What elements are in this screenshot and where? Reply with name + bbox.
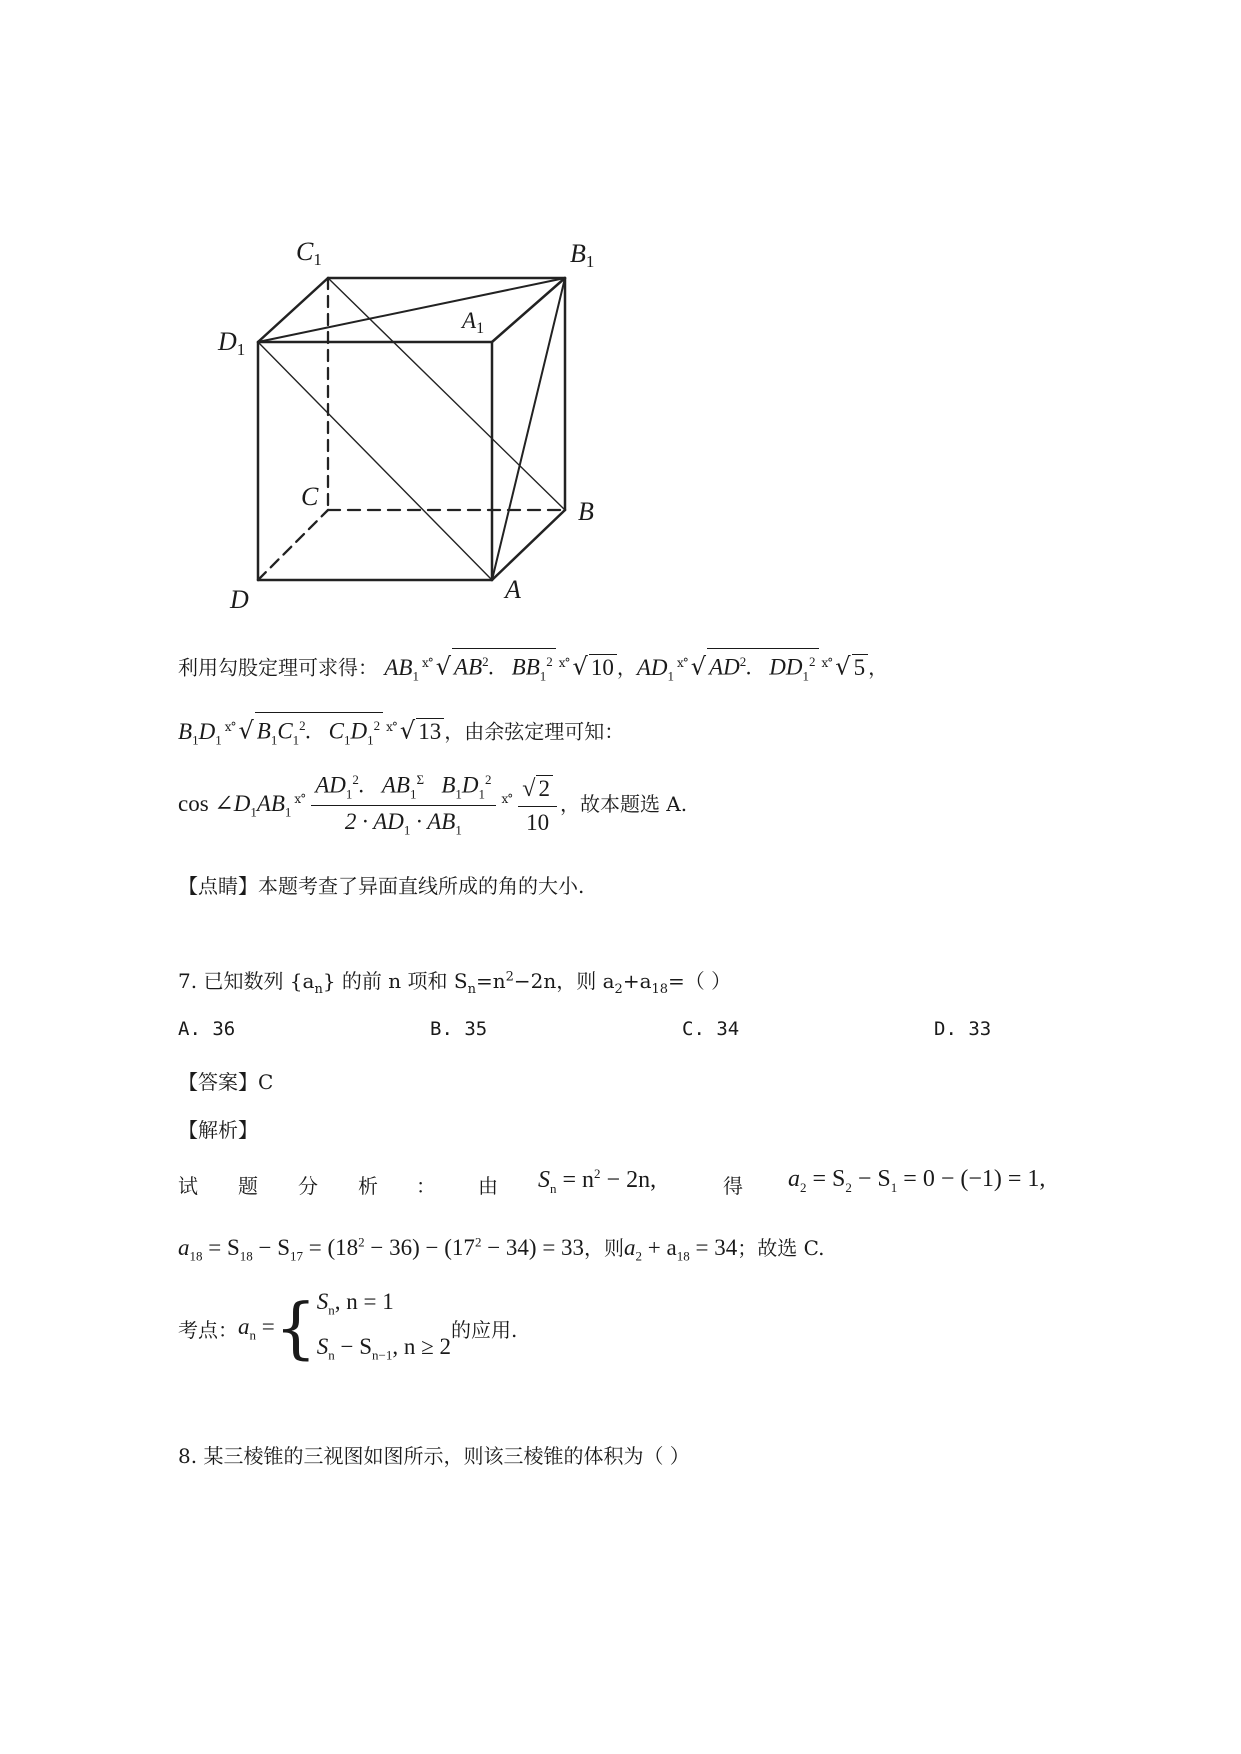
solution-line-3: $\cos \angle D_1AB_1^{ⅹ^\circ}$ $\frac{AD_1^2. AB_1^\Sigma B_1D_1^2}{2 \cdot AD_1 \cdot AB_1}$ $^{ⅹ^\circ}$ $\frac{√ 2}{10}$ ，故本题选 A. [178, 772, 688, 838]
answer-text: 【答案】C [178, 1070, 274, 1094]
option-b: B. 35 [430, 1018, 488, 1040]
analysis-line-2: $a_{18} = S_{18} - S_{17} = (18^2 - 36) - (17^2 - 34) = 33$，则$a_2 + a_{18} = 34$；故选 C. [178, 1234, 825, 1264]
analysis-line-1: 试 题 分 析 ： 由 $S_n = n^2 - 2n$, 得 $a_2 = S_2 - S_1 = 0 - (-1) = 1$, [178, 1166, 1046, 1198]
solution-line-1: 利用勾股定理可求得： $AB_1^{ⅹ^\circ}$ √ $AB^2$. $BB_1^2$ $^{ⅹ^\circ}$ √ 10 ，$AD_1^{ⅹ^\circ}$ √ $AD^2$. $DD_1^2$ $^{ⅹ^\circ}$ √ 5 ， [178, 648, 888, 689]
option-c: C. 34 [682, 1018, 740, 1040]
a2-formula: $a_2 = S_2 - S_1 = 0 - (-1) = 1$, [788, 1166, 1046, 1195]
sn-formula: $S_n = n^2 - 2n$, [538, 1166, 657, 1196]
label-b1: B1 [570, 239, 595, 271]
label-a: A [505, 575, 521, 604]
analysis-title: 【解析】 [178, 1118, 258, 1142]
label-b: B [578, 497, 594, 526]
question-7-stem: 7. 已知数列 $\{a_n\}$ 的前 n 项和 $S_n=n^2-2n$，则 $a_2+a_{18}=$（ ） [178, 969, 732, 997]
label-c: C [301, 482, 319, 511]
label-a1: $A_1$ [462, 308, 485, 337]
cosine-fraction: $\frac{AD_1^2. AB_1^\Sigma B_1D_1^2}{2 \cdot AD_1 \cdot AB_1}$ [311, 772, 495, 839]
label-d: D [230, 585, 249, 614]
label-c1: C1 [296, 237, 322, 269]
remark-text: 【点睛】本题考查了异面直线所成的角的大小. [178, 874, 585, 898]
option-a: A. 36 [178, 1018, 236, 1040]
solution-line-2: $B_1D_1^{ⅹ^\circ}$ √ $B_1C_1^2$. $C_1D_1^2$ $^{ⅹ^\circ}$ √ 13 ，由余弦定理可知： [178, 712, 624, 753]
kaodian-line: 考点：$a_n$ ={ $S_n$, n = 1 $S_n - S_{n-1}$, n ≥ 2 的应用. [178, 1284, 517, 1364]
question-8-stem: 8. 某三棱锥的三视图如图所示，则该三棱锥的体积为（ ） [178, 1444, 690, 1468]
piecewise-cases: $S_n$, n = 1 $S_n - S_{n-1}$, n ≥ 2 [316, 1289, 451, 1363]
label-d1: D1 [218, 327, 246, 359]
option-d: D. 33 [934, 1018, 992, 1040]
cube-figure [200, 230, 620, 620]
result-fraction: $\frac{√ 2}{10}$ [518, 775, 557, 836]
